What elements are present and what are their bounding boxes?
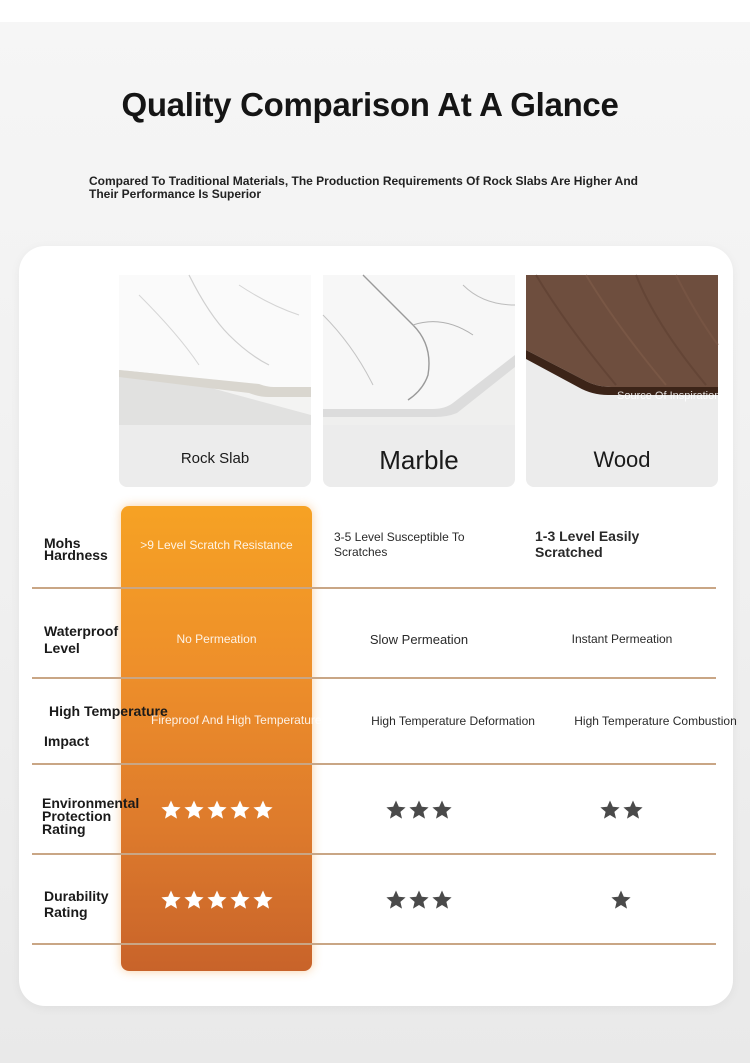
star-icon <box>610 889 632 911</box>
row-label-hardness: Mohs Hardness <box>44 535 108 563</box>
star-icon <box>431 889 453 911</box>
row-label-durability: Durability Rating <box>44 888 109 920</box>
row-label-temperature-line1: High Temperature <box>49 703 168 719</box>
star-icon <box>229 799 251 821</box>
star-icon <box>622 799 644 821</box>
page-subtitle: Compared To Traditional Materials, The Production Requirements Of Rock Slabs Are Higher And Their Performance Is Superior <box>89 174 638 201</box>
star-icon <box>385 889 407 911</box>
wood-hardness: 1-3 Level Easily Scratched <box>535 528 640 560</box>
material-card-rock-slab <box>119 275 311 487</box>
wood-durability-stars <box>610 889 632 911</box>
wood-waterproof: Instant Permeation <box>571 632 673 646</box>
rock-durability-stars <box>160 889 274 911</box>
rock-temperature: Fireproof And High Temperature Resistant <box>151 713 375 727</box>
marble-image <box>323 275 515 425</box>
row-divider <box>32 853 716 855</box>
marble-hardness: 3-5 Level Susceptible To Scratches <box>334 530 465 559</box>
row-divider <box>32 763 716 765</box>
star-icon <box>229 889 251 911</box>
rock-slab-image <box>119 275 311 425</box>
rock-hardness: >9 Level Scratch Resistance <box>140 538 293 552</box>
material-card-wood <box>526 275 721 487</box>
page-top-band <box>0 0 750 22</box>
watermark-text: Source Of Inspiration <box>617 390 721 402</box>
marble-waterproof: Slow Permeation <box>369 632 469 647</box>
star-icon <box>160 889 182 911</box>
star-icon <box>183 889 205 911</box>
star-icon <box>183 799 205 821</box>
material-name-marble: Marble <box>379 445 459 475</box>
star-icon <box>206 889 228 911</box>
row-label-environmental: Environmental Protection Rating <box>42 795 140 837</box>
row-label-temperature-line2: Impact <box>44 733 90 749</box>
marble-durability-stars <box>385 889 453 911</box>
marble-environmental-stars <box>385 799 453 821</box>
star-icon <box>160 799 182 821</box>
star-icon <box>206 799 228 821</box>
star-icon <box>252 799 274 821</box>
page-title: Quality Comparison At A Glance <box>121 86 619 123</box>
row-divider <box>32 587 716 589</box>
star-icon <box>408 889 430 911</box>
star-icon <box>385 799 407 821</box>
star-icon <box>599 799 621 821</box>
wood-environmental-stars <box>599 799 644 821</box>
marble-temperature: High Temperature Deformation <box>371 714 535 728</box>
row-divider <box>32 943 716 945</box>
material-name-wood: Wood <box>593 447 651 472</box>
rock-environmental-stars <box>160 799 274 821</box>
rock-waterproof: No Permeation <box>176 632 257 646</box>
row-label-waterproof: Waterproof Level <box>44 623 119 656</box>
material-name-rock-slab: Rock Slab <box>180 450 250 467</box>
material-card-marble <box>323 275 515 487</box>
wood-temperature: High Temperature Combustion <box>574 714 737 728</box>
star-icon <box>252 889 274 911</box>
row-divider <box>32 677 716 679</box>
wood-image <box>526 275 721 425</box>
star-icon <box>408 799 430 821</box>
star-icon <box>431 799 453 821</box>
